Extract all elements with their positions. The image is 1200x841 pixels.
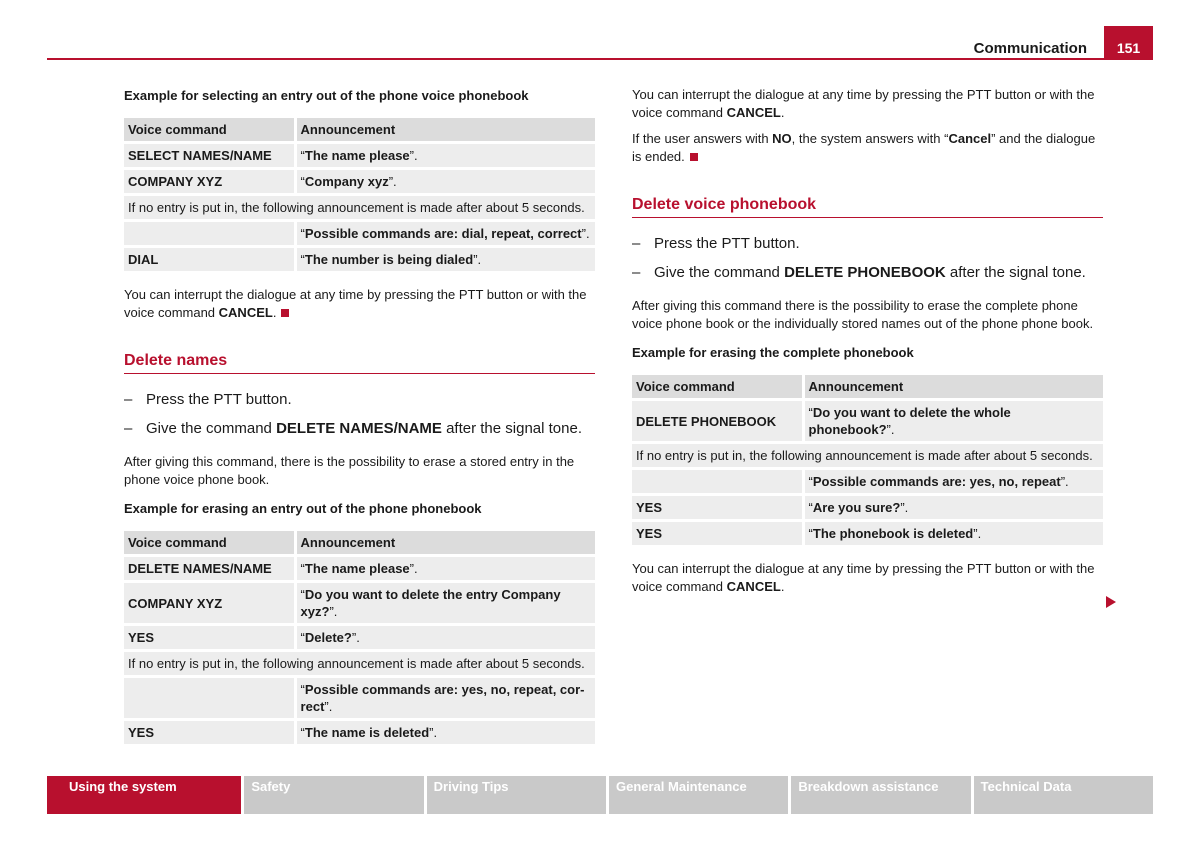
keyword: CANCEL (218, 305, 273, 320)
page-header-title: Communication (973, 40, 1087, 57)
chapter-nav (47, 776, 1153, 814)
table-row (124, 721, 595, 744)
announcement-cell: “Do you want to delete the entry Company xyz?”. (294, 583, 595, 623)
table-cell: If no entry is put in, the following announcement is made after about 5 seconds. (632, 444, 1103, 467)
column-header: Announcement (294, 118, 595, 141)
square-end-icon (690, 153, 698, 161)
column-header: Voice command (632, 375, 802, 398)
column-header: Voice command (124, 531, 294, 554)
paragraph: You can interrupt the dialogue at any time by pressing the PTT button or with the voice command CANCEL. (124, 287, 587, 320)
table-row (632, 401, 1103, 441)
announcement-cell: “The name is deleted”. (294, 721, 595, 744)
announcement-cell: “Possible commands are: dial, repeat, correct”. (294, 222, 595, 245)
nav-tab-general-maintenance[interactable]: General Maintenance (609, 776, 788, 814)
table-header-row (124, 531, 595, 554)
step-item: – Press the PTT button. (632, 235, 800, 252)
voice-command-cell (632, 470, 802, 493)
table-cell: If no entry is put in, the following announcement is made after about 5 seconds. (124, 196, 595, 219)
voice-command-cell: DELETE NAMES/NAME (124, 557, 294, 580)
announcement-cell: “The number is being dialed”. (294, 248, 595, 271)
voice-command-cell (124, 222, 294, 245)
announcement-cell: “The phonebook is deleted”. (802, 522, 1103, 545)
nav-tab-using-the-system[interactable]: Using the system (47, 776, 241, 814)
voice-command-table (632, 372, 1103, 548)
step-item: – Give the command DELETE NAMES/NAME after the signal tone. (124, 420, 582, 437)
table-row (632, 496, 1103, 519)
announcement-cell: “Are you sure?”. (802, 496, 1103, 519)
announcement-cell: “Do you want to delete the whole phonebook?”. (802, 401, 1103, 441)
table-caption: Example for erasing an entry out of the phone phonebook (124, 501, 482, 516)
table-caption: Example for erasing the complete phonebook (632, 345, 914, 360)
voice-command-table (124, 528, 595, 747)
paragraph: After giving this command, there is the possibility to erase a stored entry in the phone voice phone book. (124, 454, 575, 487)
voice-command-cell: COMPANY XYZ (124, 170, 294, 193)
voice-command-cell: SELECT NAMES/NAME (124, 144, 294, 167)
announcement-cell: “Company xyz”. (294, 170, 595, 193)
header-rule (47, 58, 1153, 60)
section-heading: Delete voice phonebook (632, 196, 1103, 218)
nav-tab-technical-data[interactable]: Technical Data (974, 776, 1153, 814)
voice-command-cell: YES (124, 626, 294, 649)
voice-command-cell: DELETE PHONEBOOK (632, 401, 802, 441)
voice-command-cell: YES (632, 522, 802, 545)
announcement-cell: “The name please”. (294, 144, 595, 167)
table-note-row (124, 652, 595, 675)
left-column (124, 86, 595, 759)
triangle-right-icon (1106, 596, 1116, 608)
table-row (124, 678, 595, 718)
table-note-row (124, 196, 595, 219)
table-row (632, 522, 1103, 545)
step-item: – Press the PTT button. (124, 391, 292, 408)
page-number: 151 (1104, 26, 1153, 60)
table-row (124, 144, 595, 167)
column-header: Voice command (124, 118, 294, 141)
voice-command-cell: YES (124, 721, 294, 744)
nav-tab-safety[interactable]: Safety (244, 776, 423, 814)
table-caption: Example for selecting an entry out of the phone voice phonebook (124, 88, 529, 103)
square-end-icon (281, 309, 289, 317)
section-heading: Delete names (124, 352, 595, 374)
paragraph: You can interrupt the dialogue at any time by pressing the PTT button or with the voice command CANCEL. (632, 561, 1095, 594)
announcement-cell: “Delete?”. (294, 626, 595, 649)
announcement-cell: “The name please”. (294, 557, 595, 580)
table-row (124, 248, 595, 271)
step-item: – Give the command DELETE PHONEBOOK after the signal tone. (632, 264, 1086, 281)
table-row (124, 222, 595, 245)
column-header: Announcement (294, 531, 595, 554)
table-note-row (632, 444, 1103, 467)
table-row (124, 170, 595, 193)
right-column (632, 86, 1103, 604)
table-row (124, 557, 595, 580)
table-row (124, 626, 595, 649)
voice-command-cell: YES (632, 496, 802, 519)
paragraph: You can interrupt the dialogue at any time by pressing the PTT button or with the voice command CANCEL. (632, 87, 1095, 120)
table-header-row (632, 375, 1103, 398)
table-row (632, 470, 1103, 493)
paragraph: After giving this command there is the possibility to erase the complete phone voice phone book or the individually stored names out of the phone phone book. (632, 298, 1094, 331)
column-header: Announcement (802, 375, 1103, 398)
voice-command-table (124, 115, 595, 274)
nav-tab-driving-tips[interactable]: Driving Tips (427, 776, 606, 814)
nav-tab-breakdown-assistance[interactable]: Breakdown assistance (791, 776, 970, 814)
announcement-cell: “Possible commands are: yes, no, repeat”. (802, 470, 1103, 493)
voice-command-cell: COMPANY XYZ (124, 583, 294, 623)
announcement-cell: “Possible commands are: yes, no, repeat, cor-rect”. (294, 678, 595, 718)
voice-command-cell (124, 678, 294, 718)
table-header-row (124, 118, 595, 141)
table-cell: If no entry is put in, the following announcement is made after about 5 seconds. (124, 652, 595, 675)
paragraph: If the user answers with NO, the system answers with “Cancel” and the dialogue is ended. (632, 131, 1096, 164)
voice-command-cell: DIAL (124, 248, 294, 271)
table-row (124, 583, 595, 623)
